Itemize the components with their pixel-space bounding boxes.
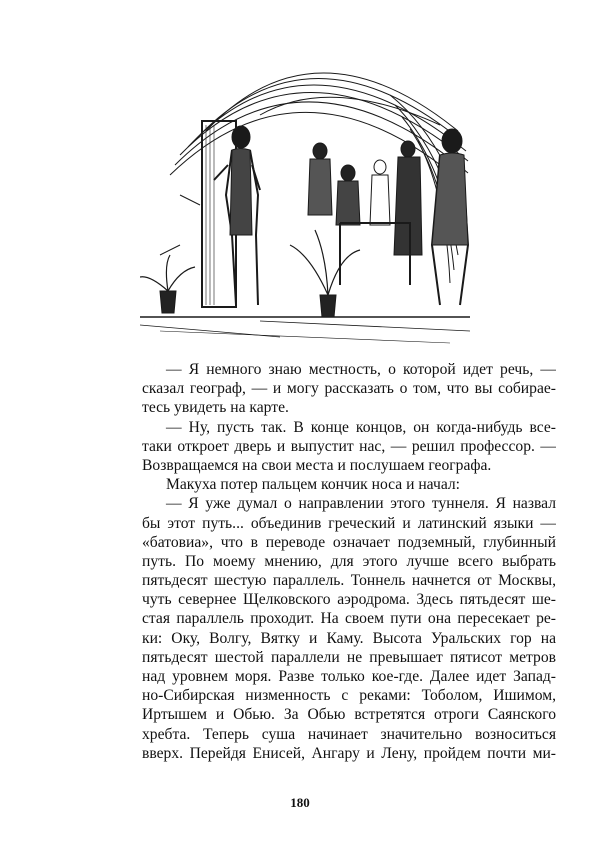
text-line: — Я немного знаю местность, о которой идет речь, — xyxy=(166,361,556,378)
text-line: — Я уже думал о направлении этого туннеля. Я назвал xyxy=(166,495,556,513)
text-line: Возвращаемся на свои места и послушаем географа. xyxy=(142,456,492,474)
text-line: над уровнем моря. Разве только кое-где. Далее идет Запад- xyxy=(142,668,556,685)
text-line: хребта. Теперь суша начинает значительно возноситься xyxy=(142,725,556,743)
text-line: но-Сибирская низменность с реками: Тоболом, Ишимом, xyxy=(142,687,556,705)
text-line: пятьдесят шестой параллели не превышает пятисот метров xyxy=(142,648,556,666)
text-line: сказал географ, — и могу рассказать о том, что вы собирае- xyxy=(142,380,556,398)
text-line: чуть севернее Щелковского аэродрома. Здесь пятьдесят ше- xyxy=(142,591,556,609)
text-line: таки откроет дверь и выпустит нас, — решил профессор. — xyxy=(142,437,556,455)
text-line: стая параллель проходит. На своем пути она пересекает ре- xyxy=(142,610,556,628)
text-line: Макуха потер пальцем кончик носа и начал: xyxy=(166,476,460,494)
engraving-illustration xyxy=(140,55,470,347)
text-line: Иртышем и Обью. За Обью встретятся отроги Саянского xyxy=(142,706,556,724)
text-line: бы этот путь... объединив греческий и латинский языки — xyxy=(142,514,556,532)
text-line: пятьдесят шестую параллель. Тоннель начнется от Москвы, xyxy=(142,572,556,590)
body-text xyxy=(142,360,556,763)
text-line: тесь увидеть на карте. xyxy=(142,399,289,417)
text-line: «батовиа», что в переводе означает подземный, глубинный xyxy=(142,533,556,551)
text-line: путь. По моему мнению, для этого лучше всего выбрать xyxy=(142,552,556,570)
text-line: вверх. Перейдя Енисей, Ангару и Лену, пройдем почти ми- xyxy=(142,744,556,762)
page-number: 180 xyxy=(290,795,310,810)
text-line: — Ну, пусть так. В конце концов, он когда-нибудь все- xyxy=(166,418,556,436)
text-line: ки: Оку, Волгу, Вятку и Каму. Высота Уральских гор на xyxy=(142,629,556,647)
